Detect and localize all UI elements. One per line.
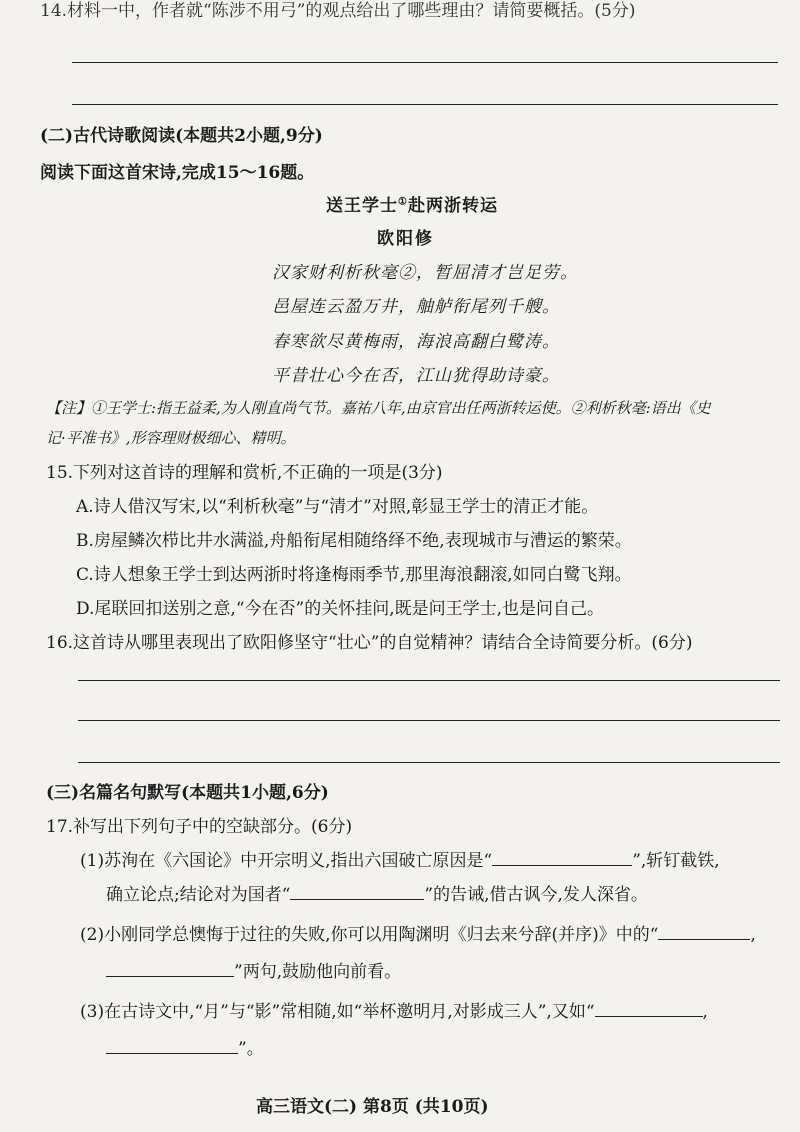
question-16-stem: 16.这首诗从哪里表现出了欧阳修坚守“壮心”的自觉精神？请结合全诗简要分析。(6分): [46, 633, 693, 653]
fill-blank[interactable]: [595, 1000, 703, 1017]
answer-line: [78, 720, 780, 721]
question-17-stem: 17.补写出下列句子中的空缺部分。(6分): [46, 817, 353, 837]
answer-line: [78, 762, 780, 763]
page-footer: 高三语文(二) 第8页 (共10页): [256, 1097, 489, 1117]
poem-note-line-1: 【注】①王学士:指王益柔,为人刚直尚气节。嘉祐八年,由京官出任两浙转运使。②利析秋毫:语出《史: [46, 399, 711, 417]
question-15-option-d: D.尾联回扣送别之意,“今在否”的关怀挂问,既是问王学士,也是问自己。: [76, 599, 605, 619]
section-3-heading: (三)名篇名句默写(本题共1小题,6分): [46, 783, 329, 803]
poem-instruction: 阅读下面这首宋诗,完成15～16题。: [40, 163, 315, 183]
poem-line: 汉家财利析秋毫②，暂屈清才岂足劳。: [272, 263, 578, 283]
poem-title-part1: 送王学士: [326, 196, 398, 216]
fill-blank[interactable]: [290, 883, 424, 900]
question-17-item-1-line-2: 确立论点;结论对为国者“ ”的告诫,借古讽今,发人深省。: [106, 885, 648, 905]
answer-line: [78, 680, 780, 681]
poem-line: 平昔壮心今在否，江山犹得助诗豪。: [272, 366, 560, 386]
question-17-item-2-line-1: (2)小刚同学总懊悔于过往的失败,你可以用陶渊明《归去来兮辞(并序)》中的“ ,: [80, 925, 756, 945]
poem-line: 春寒欲尽黄梅雨，海浪高翻白鹭涛。: [272, 332, 560, 352]
fill-blank[interactable]: [106, 960, 234, 977]
question-17-item-3-line-2: ”。: [106, 1034, 264, 1059]
question-15-option-b: B.房屋鳞次栉比井水满溢,舟船衔尾相随络绎不绝,表现城市与漕运的繁荣。: [76, 531, 632, 551]
poem-note-line-2: 记·平准书》,形容理财极细心、精明。: [46, 429, 296, 447]
section-2-heading: (二)古代诗歌阅读(本题共2小题,9分): [40, 126, 323, 146]
poem-author: 欧阳修: [377, 229, 434, 249]
answer-line: [72, 104, 778, 105]
question-17-item-2-line-2: ”两句,鼓励他向前看。: [106, 957, 401, 982]
question-15-stem: 15.下列对这首诗的理解和赏析,不正确的一项是(3分): [46, 463, 443, 483]
answer-line: [72, 62, 778, 63]
fill-blank[interactable]: [106, 1037, 238, 1054]
poem-title-note-mark: ①: [398, 196, 408, 208]
question-17-item-3-line-1: (3)在古诗文中,“月”与“影”常相随,如“举杯邀明月,对影成三人”,又如“ ,: [80, 1002, 708, 1022]
poem-title: [326, 191, 498, 216]
poem-line: 邑屋连云盈万井，舳舻衔尾列千艘。: [272, 297, 560, 317]
fill-blank[interactable]: [658, 923, 750, 940]
fill-blank[interactable]: [492, 849, 632, 866]
question-17-item-1-line-1: (1)苏洵在《六国论》中开宗明义,指出六国破亡原因是“ ”,斩钉截铁,: [80, 851, 720, 871]
question-14-cut-text: 14.材料一中，作者就“陈涉不用弓”的观点给出了哪些理由？请简要概括。(5分): [40, 1, 636, 21]
question-15-option-a: A.诗人借汉写宋,以“利析秋毫”与“清才”对照,彰显王学士的清正才能。: [76, 497, 599, 517]
poem-title-part2: 赴两浙转运: [407, 196, 498, 216]
question-15-option-c: C.诗人想象王学士到达两浙时将逢梅雨季节,那里海浪翻滚,如同白鹭飞翔。: [76, 565, 632, 585]
